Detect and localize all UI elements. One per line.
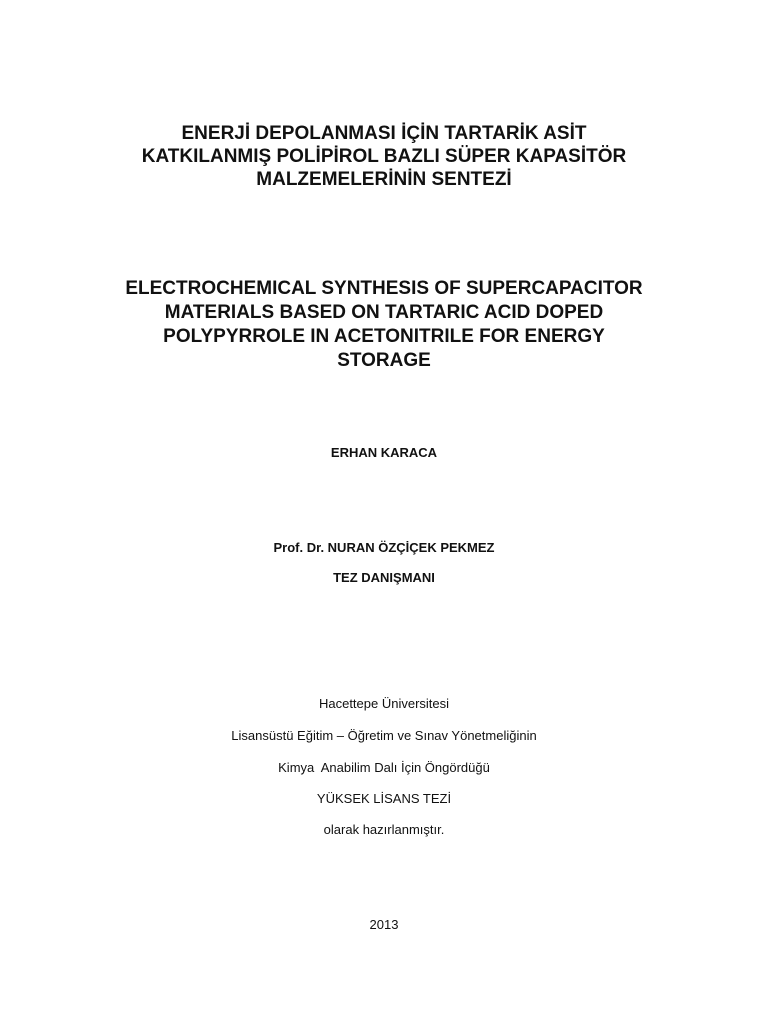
english-title-line-4: STORAGE	[337, 350, 431, 371]
institution-line-3: Kimya Anabilim Dalı İçin Öngördüğü	[278, 760, 490, 775]
author-block	[0, 445, 768, 461]
advisor-block	[0, 540, 768, 556]
turkish-title-line-3: MALZEMELERİNİN SENTEZİ	[256, 169, 512, 190]
author-name: ERHAN KARACA	[330, 445, 438, 460]
turkish-title-line-2: KATKILANMIŞ POLİPİROL BAZLI SÜPER KAPASİTÖR	[141, 146, 627, 167]
year-block	[0, 917, 768, 933]
institution-line-4-block	[0, 791, 768, 807]
turkish-title	[0, 122, 768, 191]
english-title-line-2: MATERIALS BASED ON TARTARIC ACID DOPED	[164, 302, 604, 323]
institution-line-5: olarak hazırlanmıştır.	[323, 822, 445, 837]
thesis-year: 2013	[369, 917, 399, 932]
english-title-line-3: POLYPYRROLE IN ACETONITRILE FOR ENERGY	[163, 326, 605, 347]
english-title	[0, 277, 768, 373]
advisor-role: TEZ DANIŞMANI	[333, 570, 435, 585]
institution-line-5-block	[0, 822, 768, 838]
turkish-title-line-1: ENERJİ DEPOLANMASI İÇİN TARTARİK ASİT	[181, 123, 587, 144]
institution-line-2: Lisansüstü Eğitim – Öğretim ve Sınav Yönetmeliğinin	[231, 728, 537, 743]
degree-type: YÜKSEK LİSANS TEZİ	[316, 791, 452, 806]
institution-line-1-block	[0, 696, 768, 712]
advisor-role-block	[0, 570, 768, 586]
english-title-line-1: ELECTROCHEMICAL SYNTHESIS OF SUPERCAPACITOR	[125, 278, 643, 299]
institution-line-1: Hacettepe Üniversitesi	[318, 696, 450, 711]
advisor-name: Prof. Dr. NURAN ÖZÇİÇEK PEKMEZ	[273, 540, 495, 555]
institution-line-2-block	[0, 728, 768, 744]
institution-line-3-block	[0, 760, 768, 776]
